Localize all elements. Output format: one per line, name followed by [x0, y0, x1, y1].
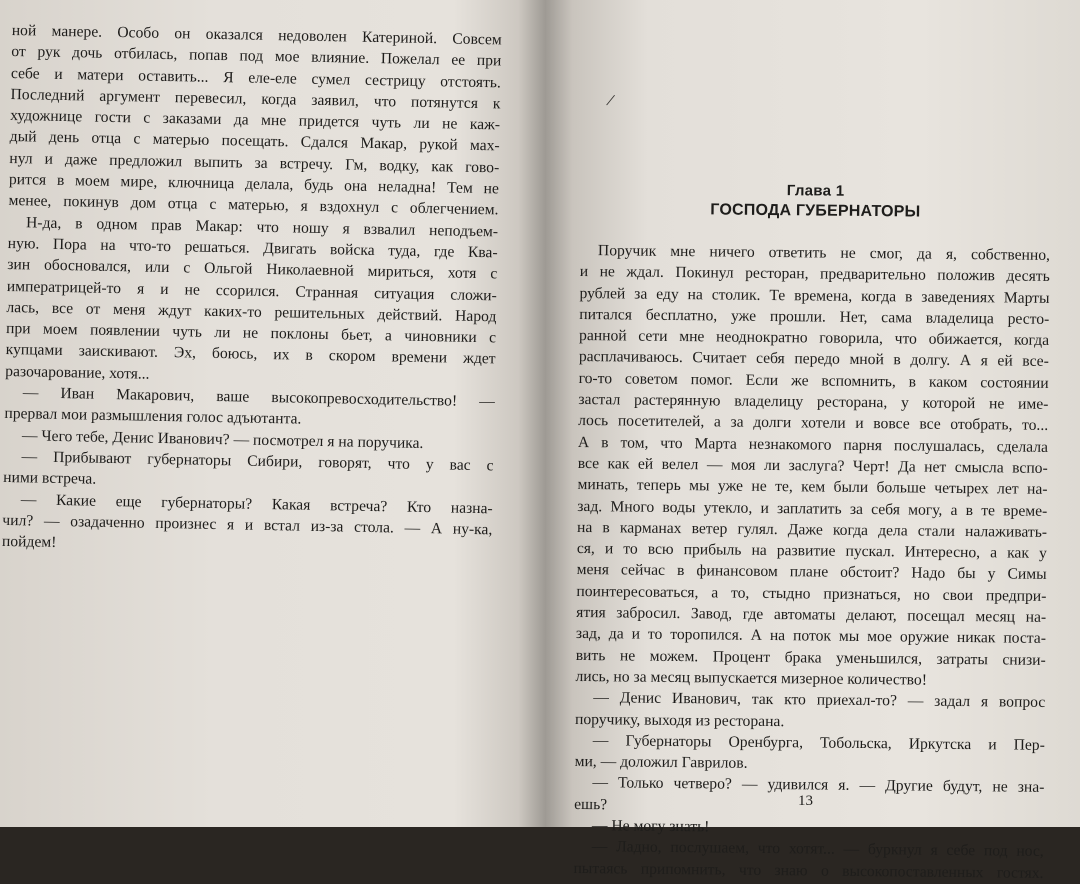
text-line: императрицей-то я и не ссорился. Странная ситуация сложи- — [6, 277, 497, 304]
left-page-text — [2, 20, 502, 562]
text-line: — Денис Иванович, так кто приехал-то? — задал я вопрос — [593, 689, 1046, 712]
text-line: меня сейчас в финансовом плане обстоит? Надо бы у Симы — [576, 561, 1047, 584]
text-line: себе и матери оставить... Я еле-еле сумел сестрицу отстоять. — [10, 64, 502, 91]
text-line: разочарование, хотя... — [5, 362, 150, 383]
text-line: лось посетителей, а за долги хотели и вовсе все отобрать, то... — [578, 412, 1049, 435]
text-line: пойдем! — [1, 533, 57, 552]
text-line: — Не могу знать! — [591, 817, 710, 836]
text-line: — Только четверо? — удивился я. — Другие будут, не зна- — [592, 774, 1045, 797]
text-line: ятия забросил. Завод, где автоматы делают, посещал месяц на- — [576, 604, 1047, 626]
text-line: поинтересоваться, а то, стыдно признаться, но свои предпри- — [576, 582, 1047, 605]
text-line: зад. Много воды утекло, и заплатить за себя могу, а в те време- — [577, 497, 1048, 520]
right-page-text — [573, 240, 1050, 884]
chapter-label: Глава 1 — [786, 182, 845, 200]
text-line: — Иван Макарович, ваше высокопревосходительство! — — [22, 384, 495, 411]
chapter-title: ГОСПОДА ГУБЕРНАТОРЫ — [710, 201, 921, 221]
text-line: ми, — доложил Гаврилов. — [574, 753, 748, 772]
text-line: рублей за еду на столик. Те времена, когда в заведениях Марты — [579, 284, 1050, 307]
text-line: и не ждал. Покинул ресторан, предварительно положив десять — [579, 263, 1050, 286]
text-line: менее, покинув дом отца с матерью, я вздохнул с облегчением. — [8, 192, 499, 219]
text-line: питался бесплатно, уже прошли. Нет, сама владелица ресто- — [579, 305, 1050, 328]
text-line: ной манере. Особо он оказался недоволен Катериной. Совсем — [11, 21, 502, 49]
text-line: лись, но за месяц выпускается мизерное количество! — [575, 667, 928, 689]
text-line: чил? — озадаченно произнес я и встал из-за стола. — А ну-ка, — [2, 511, 493, 539]
text-line: на в карманах ветер гулял. Даже когда дела стали налаживать- — [576, 518, 1048, 541]
text-line: Последний аргумент перевесил, когда заявил, что потянутся к — [10, 85, 501, 113]
text-line: го-то советом помог. Если же вспомнить, в каком состоянии — [578, 369, 1049, 392]
text-line: от рук дочь отбилась, попав под мое влияние. Пожелал ее при — [11, 43, 502, 70]
text-line: ешь? — [574, 795, 608, 814]
text-line: вить не можем. Процент брака уменьшился, затраты снизи- — [575, 646, 1046, 669]
text-line: поручику, выходя из ресторана. — [574, 710, 785, 730]
text-line: зад, да и то торопился. А на поток мы мое оружие никак поста- — [575, 625, 1047, 648]
text-line: — Ладно, послушаем, что хотят... — буркнул я себе под нос, — [591, 838, 1044, 861]
text-line: А в том, что Марта незнакомого парня послушалась, сделала — [577, 433, 1049, 456]
text-line: все как ей велел — моя ли заслуга? Черт! Да нет смысла вспо- — [577, 454, 1048, 477]
text-line: застал растерянную владелицу ресторана, у которой не име- — [578, 391, 1049, 413]
text-line: минать, теперь мы уже не те, кем были больше четырех лет на- — [577, 476, 1048, 499]
text-line: при моем появлении чуть ли не поклоны бьет, а чиновники с — [5, 320, 497, 347]
text-line: зин обосновался, или с Ольгой Николаевной мириться, хотя с — [7, 256, 498, 283]
text-line: дый день отца с матерью посещать. Сдался Макар, рукой мах- — [9, 128, 500, 155]
text-line: — Чего тебе, Денис Иванович? — посмотрел я на поручика. — [21, 426, 424, 452]
text-line: прервал мои размышления голос адъютанта. — [4, 405, 302, 428]
text-line: ними встреча. — [3, 469, 97, 488]
text-line: художнице гости с заказами да мне придется чуть ли не каж- — [9, 107, 501, 134]
pencil-mark: / — [604, 89, 617, 111]
text-line: нул и даже предложил выпить за встречу. Гм, водку, как гово- — [9, 149, 500, 177]
text-line: пытаясь припомнить, что знаю о высокопоставленных гостях. — [573, 859, 1044, 882]
text-line: — Какие еще губернаторы? Какая встреча? Кто назна- — [20, 490, 493, 517]
text-line: ранной сети мне неоднократно говорила, что обижается, когда — [579, 327, 1050, 350]
text-line: Н-да, в одном прав Макар: что ношу я взвалил неподъем- — [25, 213, 499, 241]
left-page — [2, 20, 502, 562]
page-number: 13 — [798, 793, 813, 809]
text-line: ся, и то всю прибыль на развитие пускал. Интересно, а как у — [576, 540, 1047, 563]
text-line: купцами заискивают. Эх, боюсь, их в скором времени ждет — [5, 341, 496, 368]
text-line: Поручик мне ничего ответить не смог, да я, собственно, — [597, 242, 1051, 264]
text-line: расплачиваюсь. Считает себя передо мной в долгу. А я ей все- — [578, 348, 1049, 371]
text-line: — Прибывают губернаторы Сибири, говорят, что у вас с — [21, 448, 494, 475]
text-line: лась, все от меня ждут каких-то решительных действий. Народ — [6, 298, 497, 326]
text-line: рится в моем мире, ключница делала, будь она неладна! Тем не — [8, 171, 500, 198]
text-line: — Губернаторы Оренбурга, Тобольска, Иркутска и Пер- — [592, 731, 1045, 754]
text-line: ную. Пора на что-то решаться. Двигать войска туда, где Ква- — [7, 234, 498, 262]
